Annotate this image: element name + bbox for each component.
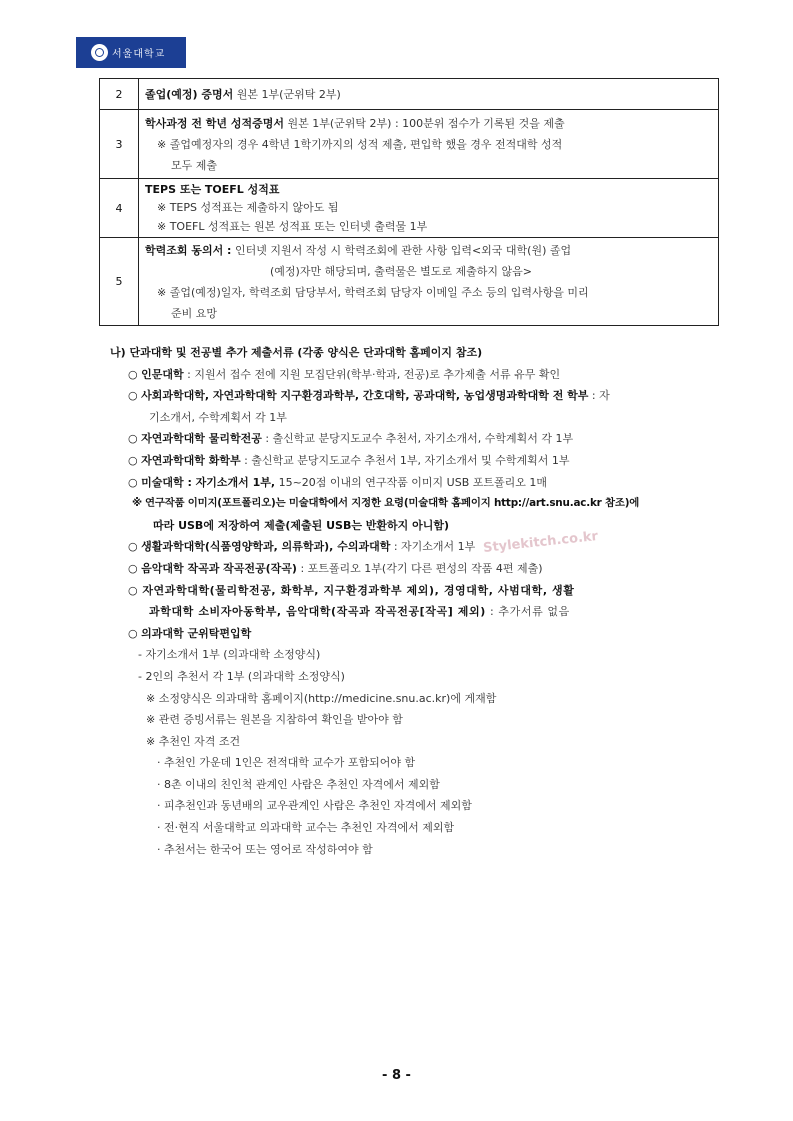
doc-desc: 인터넷 지원서 작성 시 학력조회에 관한 사항 입력<외국 대학(원) 졸업	[231, 244, 572, 257]
recommender-condition: · 피추천인과 동년배의 교우관계인 사람은 추천인 자격에서 제외함	[157, 799, 472, 813]
medical-note: ※ 관련 증빙서류는 원본을 지참하여 확인을 받아야 함	[146, 713, 403, 727]
doc-title: TEPS 또는 TOEFL 성적표	[145, 183, 280, 196]
list-note: ※ 연구작품 이미지(포트폴리오)는 미술대학에서 지정한 요령(미술대학 홈페이지 http://art.snu.ac.kr 참조)에	[132, 497, 640, 510]
logo-text: 서울대학교	[112, 49, 166, 60]
doc-desc: 원본 1부(군위탁 2부) : 100분위 점수가 기록된 것을 제출	[284, 117, 565, 130]
doc-desc: 원본 1부(군위탁 2부)	[233, 88, 341, 101]
row-number: 2	[100, 79, 139, 110]
additional-documents-section	[112, 342, 732, 860]
medical-dash-item: - 2인의 추천서 각 1부 (의과대학 소정양식)	[138, 669, 345, 683]
required-documents-table	[99, 78, 719, 326]
medical-note: ※ 소정양식은 의과대학 홈페이지(http://medicine.snu.ac.kr)에 게재함	[146, 691, 497, 705]
row-number: 3	[100, 110, 139, 179]
watermark: Stylekitch.co.kr	[482, 529, 599, 556]
row-number: 4	[100, 179, 139, 238]
list-item: ○ 인문대학 : 지원서 접수 전에 지원 모집단위(학부·학과, 전공)로 추가제출 서류 유무 확인	[128, 367, 561, 381]
doc-note: ※ TEPS 성적표는 제출하지 않아도 됨	[157, 201, 339, 214]
list-item: ○ 생활과학대학(식품영양학과, 의류학과), 수의과대학 : 자기소개서 1부	[128, 540, 476, 554]
doc-note: (예정)자만 해당되며, 출력물은 별도로 제출하지 않음>	[270, 265, 532, 278]
doc-note: ※ 졸업(예정)일자, 학력조회 담당부서, 학력조회 담당자 이메일 주소 등의 입력사항을 미리	[157, 286, 589, 299]
table-row	[100, 110, 719, 179]
doc-note: ※ TOEFL 성적표는 원본 성적표 또는 인터넷 출력물 1부	[157, 220, 428, 233]
list-item: ○ 자연과학대학 물리학전공 : 출신학교 분당지도교수 추천서, 자기소개서, 수학계획서 각 1부	[128, 432, 574, 446]
medical-dash-item: - 자기소개서 1부 (의과대학 소정양식)	[138, 648, 321, 662]
list-item: ○ 사회과학대학, 자연과학대학 지구환경과학부, 간호대학, 공과대학, 농업생명과학대학 전 학부 : 자	[128, 389, 610, 403]
university-logo-badge	[76, 37, 186, 68]
doc-title: 학사과정 전 학년 성적증명서	[145, 117, 284, 130]
page-number: - 8 -	[382, 1068, 411, 1083]
section-heading: 나) 단과대학 및 전공별 추가 제출서류 (각종 양식은 단과대학 홈페이지 참조)	[110, 346, 483, 359]
row-number: 5	[100, 238, 139, 326]
table-row	[100, 238, 719, 326]
doc-title: 졸업(예정) 증명서	[145, 88, 234, 101]
list-item: ○ 의과대학 군위탁편입학	[128, 626, 252, 640]
recommender-condition: · 전·현직 서울대학교 의과대학 교수는 추천인 자격에서 제외함	[157, 821, 455, 835]
list-item: ○ 자연과학대학(물리학전공, 화학부, 지구환경과학부 제외), 경영대학, 사범대학, 생활	[128, 583, 575, 597]
list-note-continuation: 따라 USB에 저장하여 제출(제출된 USB는 반환하지 아니함)	[153, 518, 450, 532]
university-seal-icon	[91, 44, 108, 61]
recommender-condition: · 추천서는 한국어 또는 영어로 작성하여야 함	[157, 842, 373, 856]
list-item: ○ 미술대학 : 자기소개서 1부, 15~20점 이내의 연구작품 이미지 USB 포트폴리오 1매	[128, 475, 547, 489]
list-item: ○ 자연과학대학 화학부 : 출신학교 분당지도교수 추천서 1부, 자기소개서 및 수학계획서 1부	[128, 453, 570, 467]
doc-note: 모두 제출	[171, 159, 218, 172]
list-item: ○ 음악대학 작곡과 작곡전공(작곡) : 포트폴리오 1부(각기 다른 편성의 작품 4편 제출)	[128, 561, 543, 575]
doc-note: 준비 요망	[171, 307, 218, 320]
recommender-condition: · 8촌 이내의 친인척 관계인 사람은 추천인 자격에서 제외함	[157, 777, 440, 791]
list-item-continuation: 과학대학 소비자아동학부, 음악대학(작곡과 작곡전공[작곡] 제외) : 추가서류 없음	[149, 605, 570, 619]
table-row	[100, 179, 719, 238]
list-item-continuation: 기소개서, 수학계획서 각 1부	[149, 410, 287, 424]
recommender-condition: · 추천인 가운데 1인은 전적대학 교수가 포함되어야 함	[157, 756, 416, 770]
doc-title: 학력조회 동의서 :	[145, 244, 232, 257]
medical-note: ※ 추천인 자격 조건	[146, 734, 241, 748]
table-row	[100, 79, 719, 110]
doc-note: ※ 졸업예정자의 경우 4학년 1학기까지의 성적 제출, 편입학 했을 경우 전적대학 성적	[157, 138, 563, 151]
